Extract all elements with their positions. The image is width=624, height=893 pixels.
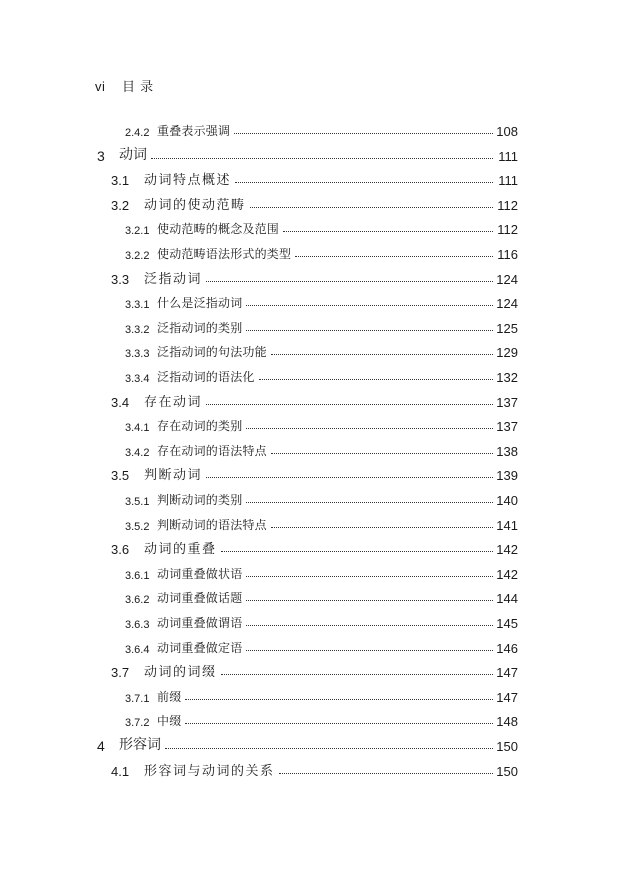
toc-entry-page: 137: [496, 394, 518, 410]
toc-entry-number: 4.1: [111, 763, 130, 779]
toc-entry[interactable]: [125, 287, 518, 311]
toc-entry-title: 形容词: [119, 737, 161, 753]
dot-leader: [235, 182, 493, 183]
dot-leader: [246, 650, 493, 651]
toc-entry-number: 3.2.2: [125, 250, 150, 262]
toc-entry-title: 使动范畴语法形式的类型: [157, 247, 292, 261]
toc-entry[interactable]: [125, 705, 518, 729]
header-page-number: vi: [95, 79, 106, 94]
toc-entry-page: 116: [497, 247, 518, 262]
dot-leader: [246, 576, 493, 577]
toc-entry-page: 142: [496, 566, 518, 582]
toc-entry-page: 141: [496, 517, 518, 533]
toc-entry-number: 3.5: [111, 468, 130, 484]
dot-leader: [246, 428, 493, 429]
toc-entry-title: 什么是泛指动词: [157, 296, 243, 311]
toc-entry[interactable]: [125, 238, 518, 262]
toc-entry[interactable]: [125, 582, 518, 606]
toc-entry-title: 动词的词缀: [144, 665, 217, 681]
toc-entry[interactable]: [125, 361, 518, 385]
toc-entry-number: 4: [97, 738, 105, 754]
toc-entry-title: 动词特点概述: [144, 173, 232, 189]
toc-entry[interactable]: [125, 484, 518, 508]
toc-entry-page: 112: [497, 222, 518, 238]
toc-entry[interactable]: [125, 410, 518, 434]
toc-entry-page: 111: [498, 148, 518, 164]
toc-entry-page: 145: [496, 616, 518, 631]
toc-entry-number: 3.6.4: [125, 643, 150, 656]
toc-entry-page: 142: [496, 542, 518, 558]
toc-entry-page: 139: [496, 468, 518, 484]
toc-entry[interactable]: [125, 213, 518, 237]
toc-entry[interactable]: [111, 164, 518, 188]
toc-entry-page: 125: [496, 320, 518, 336]
toc-entry-number: 3.3.4: [125, 373, 150, 385]
toc-entry[interactable]: [97, 730, 518, 754]
dot-leader: [185, 699, 493, 700]
dot-leader: [246, 600, 493, 601]
dot-leader: [246, 305, 493, 306]
toc-entry-page: 147: [496, 689, 518, 705]
dot-leader: [259, 379, 493, 380]
toc-entry-number: 3.5.1: [125, 496, 150, 508]
toc-entry-title: 中缀: [157, 714, 182, 729]
toc-entry-page: 150: [496, 763, 518, 779]
toc-entry-title: 存在动词的类别: [157, 419, 243, 434]
toc-entry-page: 146: [496, 640, 518, 656]
toc-entry[interactable]: [111, 755, 518, 779]
toc-entry[interactable]: [111, 386, 518, 410]
toc-entry-page: 108: [496, 124, 518, 139]
toc-entry-title: 泛指动词的语法化: [157, 370, 255, 384]
toc-entry[interactable]: [125, 312, 518, 336]
toc-entry-number: 3.3.1: [125, 299, 150, 312]
toc-entry-title: 动词: [119, 146, 147, 163]
toc-entry-number: 3.5.2: [125, 520, 150, 533]
toc-entry-page: 124: [496, 296, 518, 312]
toc-entry-number: 3.7.2: [125, 717, 150, 730]
dot-leader: [271, 527, 493, 528]
toc-entry[interactable]: [125, 336, 518, 360]
toc-entry-title: 动词重叠做定语: [157, 640, 243, 655]
toc-entry-title: 泛指动词: [144, 271, 203, 287]
toc-entry-number: 3.6.3: [125, 619, 150, 631]
toc-entry[interactable]: [125, 681, 518, 705]
toc-entry-number: 3.6.1: [125, 569, 150, 582]
dot-leader: [221, 674, 493, 675]
toc-entry[interactable]: [111, 656, 518, 680]
dot-leader: [246, 502, 493, 503]
toc-entry-number: 3: [97, 147, 105, 164]
dot-leader: [206, 281, 493, 282]
toc-entry-title: 存在动词的语法特点: [157, 443, 267, 458]
toc-entry-title: 前缀: [157, 689, 182, 704]
toc-entry-number: 3.4: [111, 394, 130, 410]
toc-entry-number: 3.3.3: [125, 348, 150, 361]
toc-entry[interactable]: [97, 140, 518, 164]
toc-entry-number: 3.4.1: [125, 422, 150, 435]
dot-leader: [206, 477, 493, 478]
toc-entry-title: 泛指动词的类别: [157, 320, 243, 335]
toc-entry-page: 129: [496, 345, 518, 361]
toc-entry[interactable]: [125, 435, 518, 459]
running-header: [95, 76, 154, 95]
dot-leader: [283, 231, 493, 232]
toc-entry-page: 140: [496, 493, 518, 508]
dot-leader: [206, 404, 493, 405]
dot-leader: [271, 354, 493, 355]
toc-entry-page: 124: [496, 271, 518, 287]
toc-entry-title: 判断动词的语法特点: [157, 517, 267, 532]
header-title: 目 录: [122, 80, 154, 95]
toc-entry-page: 147: [496, 665, 518, 681]
toc-entry-page: 138: [496, 443, 518, 459]
toc-entry-title: 动词重叠做话题: [157, 591, 243, 606]
dot-leader: [151, 158, 493, 159]
toc-entry-title: 动词重叠做谓语: [157, 616, 243, 630]
toc-entry-title: 动词的使动范畴: [144, 197, 246, 213]
toc-entry-number: 3.6: [111, 542, 130, 558]
toc-entry-number: 3.7.1: [125, 692, 150, 705]
toc-entry-number: 2.4.2: [125, 127, 150, 139]
toc-entry-number: 3.2: [111, 197, 130, 213]
dot-leader: [246, 330, 493, 331]
toc-entry[interactable]: [125, 558, 518, 582]
toc-entry-number: 3.3: [111, 271, 130, 287]
toc-entry[interactable]: [111, 533, 518, 557]
toc-entry[interactable]: [111, 189, 518, 213]
toc-entry[interactable]: [111, 459, 518, 483]
dot-leader: [295, 256, 493, 257]
toc-entry-page: 111: [498, 173, 518, 189]
toc-entry-title: 使动范畴的概念及范围: [157, 222, 280, 237]
toc-entry-title: 动词的重叠: [144, 542, 217, 558]
toc-entry-title: 动词重叠做状语: [157, 566, 243, 581]
toc-entry-page: 137: [496, 419, 518, 435]
toc-entry[interactable]: [125, 509, 518, 533]
dot-leader: [185, 723, 493, 724]
toc-entry-page: 148: [496, 714, 518, 730]
dot-leader: [250, 207, 493, 208]
toc-entry-number: 3.6.2: [125, 594, 150, 607]
dot-leader: [234, 133, 493, 134]
toc-entry[interactable]: [125, 607, 518, 631]
toc-entry[interactable]: [111, 263, 518, 287]
toc-entry-title: 存在动词: [144, 394, 203, 410]
dot-leader: [246, 625, 493, 626]
toc-entry-title: 形容词与动词的关系: [144, 763, 275, 779]
dot-leader: [271, 453, 493, 454]
toc-entry-number: 3.4.2: [125, 446, 150, 459]
toc-entry[interactable]: [125, 632, 518, 656]
toc-entry-page: 112: [497, 197, 518, 213]
dot-leader: [279, 773, 493, 774]
toc-entry-number: 3.1: [111, 173, 130, 189]
toc-entry-number: 3.2.1: [125, 225, 150, 238]
toc-entry-page: 150: [496, 739, 518, 754]
toc-entry-title: 重叠表示强调: [157, 124, 231, 138]
toc-entry-title: 判断动词: [144, 468, 203, 484]
toc-entry-number: 3.3.2: [125, 323, 150, 336]
dot-leader: [165, 748, 493, 749]
toc-entry-number: 3.7: [111, 665, 130, 681]
toc-entry[interactable]: [125, 115, 518, 139]
toc-entry-page: 144: [496, 591, 518, 607]
toc-entry-title: 判断动词的类别: [157, 493, 243, 507]
toc-entry-title: 泛指动词的句法功能: [157, 345, 267, 360]
toc-entry-page: 132: [496, 370, 518, 385]
dot-leader: [221, 551, 493, 552]
